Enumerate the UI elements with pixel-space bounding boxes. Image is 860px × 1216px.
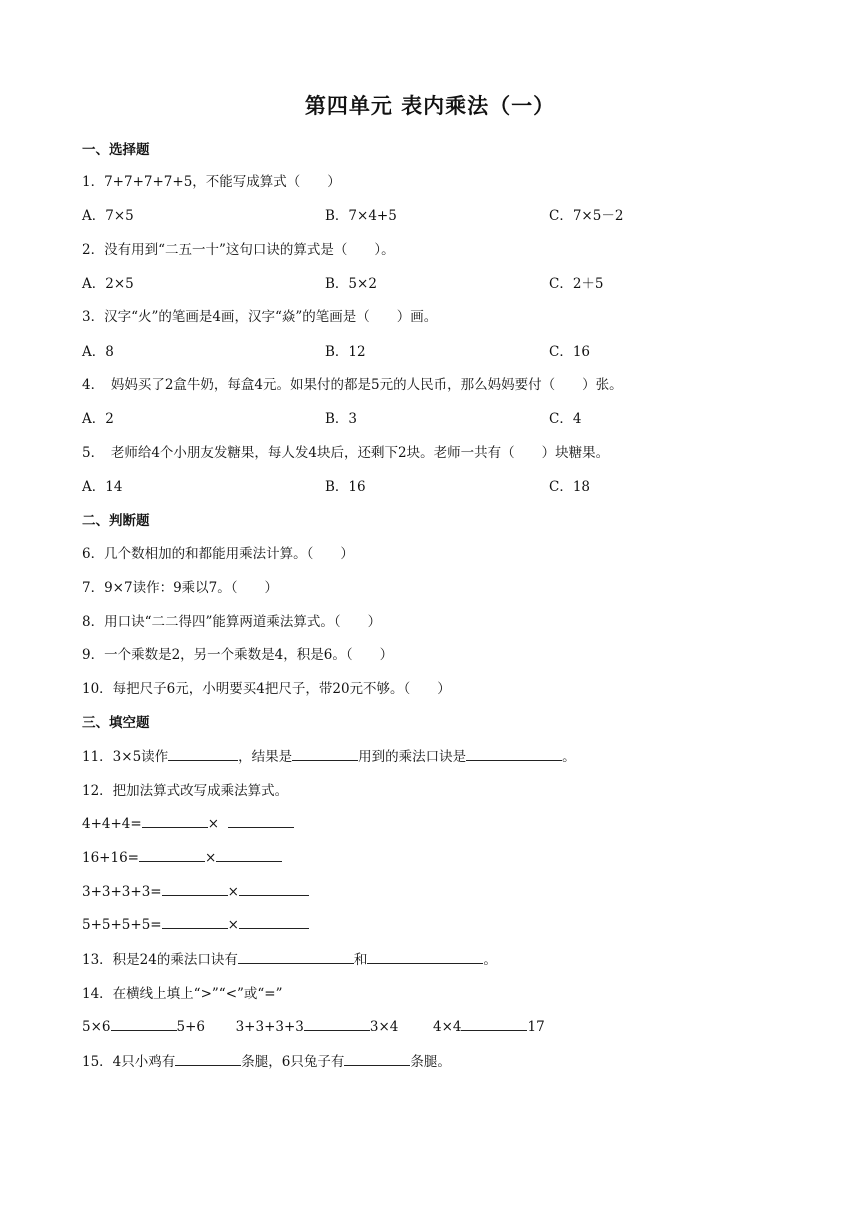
question-11 [82, 745, 576, 765]
q12-expr: 5+5+5+5= [82, 917, 162, 933]
q14-right-2: 3×4 [369, 1019, 399, 1035]
q12-row-2 [82, 847, 282, 866]
q14-left-3: 4×4 [432, 1019, 462, 1035]
q5-option-a: A．14 [82, 479, 123, 495]
q13-text-b: 和 [353, 952, 368, 968]
q3-option-a: A．8 [82, 344, 114, 360]
section-fill-heading: 三、填空题 [82, 715, 150, 731]
answer-blank[interactable] [292, 746, 358, 761]
q3-option-c: C．16 [549, 344, 591, 360]
answer-blank[interactable] [466, 746, 562, 761]
answer-blank[interactable] [111, 1016, 177, 1031]
answer-blank[interactable] [168, 746, 238, 761]
section-judge-heading: 二、判断题 [82, 513, 150, 529]
answer-blank[interactable] [228, 813, 294, 828]
q12-row-1 [82, 813, 294, 832]
question-12: 12．把加法算式改写成乘法算式。 [82, 783, 289, 799]
times-sign: × [227, 884, 239, 900]
question-4: 4． 妈妈买了2盒牛奶，每盒4元。如果付的都是5元的人民币，那么妈妈要付（ ）张。 [82, 377, 623, 393]
q4-option-c: C．4 [549, 411, 582, 427]
q12-row-4 [82, 914, 309, 933]
answer-blank[interactable] [238, 949, 354, 964]
answer-blank[interactable] [367, 949, 483, 964]
q13-text-a: 13．积是24的乘法口诀有 [82, 952, 238, 968]
question-13 [82, 948, 497, 968]
q13-text-c: 。 [483, 952, 497, 968]
answer-blank[interactable] [344, 1051, 410, 1066]
answer-blank[interactable] [304, 1016, 370, 1031]
q12-expr: 4+4+4= [82, 816, 142, 832]
q11-text-a: 11．3×5读作 [82, 749, 169, 765]
question-2: 2．没有用到“二五一十”这句口诀的算式是（ ）。 [82, 242, 395, 258]
answer-blank[interactable] [139, 847, 205, 862]
question-6: 6．几个数相加的和都能用乘法计算。（ ） [82, 546, 354, 562]
question-8: 8．用口诀“二二得四”能算两道乘法算式。（ ） [82, 614, 382, 630]
q14-left-1: 5×6 [82, 1019, 111, 1035]
question-10: 10．每把尺子6元，小明要买4把尺子，带20元不够。（ ） [82, 681, 451, 697]
answer-blank[interactable] [216, 847, 282, 862]
answer-blank[interactable] [162, 914, 228, 929]
question-5: 5． 老师给4个小朋友发糖果，每人发4块后，还剩下2块。老师一共有（ ）块糖果。 [82, 445, 610, 461]
q1-option-b: B．7×4+5 [325, 208, 397, 224]
question-14: 14．在横线上填上“>”“<”或“=” [82, 986, 283, 1002]
q1-option-c: C．7×5－2 [549, 208, 624, 224]
answer-blank[interactable] [142, 813, 208, 828]
q2-option-a: A．2×5 [82, 276, 134, 292]
question-1: 1．7+7+7+7+5，不能写成算式（ ） [82, 174, 341, 190]
q2-option-b: B．5×2 [325, 276, 377, 292]
q12-expr: 16+16= [82, 850, 139, 866]
q12-expr: 3+3+3+3= [82, 884, 162, 900]
times-sign: × [207, 816, 220, 832]
q5-option-c: C．18 [549, 479, 591, 495]
answer-blank[interactable] [461, 1016, 527, 1031]
q14-right-1: 5+6 [176, 1019, 205, 1035]
q1-option-a: A．7×5 [82, 208, 134, 224]
question-15 [82, 1050, 451, 1070]
q15-text-c: 条腿。 [410, 1054, 451, 1070]
q11-text-c: 用到的乘法口诀是 [358, 749, 467, 765]
q14-row [82, 1016, 545, 1035]
q14-left-2: 3+3+3+3 [235, 1019, 304, 1035]
q4-option-b: B．3 [325, 411, 358, 427]
answer-blank[interactable] [175, 1051, 241, 1066]
q11-text-b: ，结果是 [238, 749, 293, 765]
q11-text-d: 。 [562, 749, 576, 765]
question-3: 3．汉字“火”的笔画是4画，汉字“焱”的笔画是（ ）画。 [82, 309, 438, 325]
page-title: 第四单元 表内乘法（一） [304, 94, 556, 118]
question-9: 9．一个乘数是2，另一个乘数是4，积是6。（ ） [82, 647, 394, 663]
q4-option-a: A．2 [82, 411, 114, 427]
q15-text-b: 条腿，6只兔子有 [241, 1054, 345, 1070]
q14-right-3: 17 [527, 1019, 545, 1035]
q15-text-a: 15．4只小鸡有 [82, 1054, 176, 1070]
times-sign: × [204, 850, 217, 866]
section-choice-heading: 一、选择题 [82, 142, 150, 158]
q12-row-3 [82, 881, 309, 900]
times-sign: × [227, 917, 239, 933]
q2-option-c: C．2＋5 [549, 276, 604, 292]
question-7: 7．9×7读作：9乘以7。（ ） [82, 580, 279, 596]
answer-blank[interactable] [239, 881, 309, 896]
q5-option-b: B．16 [325, 479, 366, 495]
answer-blank[interactable] [162, 881, 228, 896]
q3-option-b: B．12 [325, 344, 366, 360]
answer-blank[interactable] [239, 914, 309, 929]
